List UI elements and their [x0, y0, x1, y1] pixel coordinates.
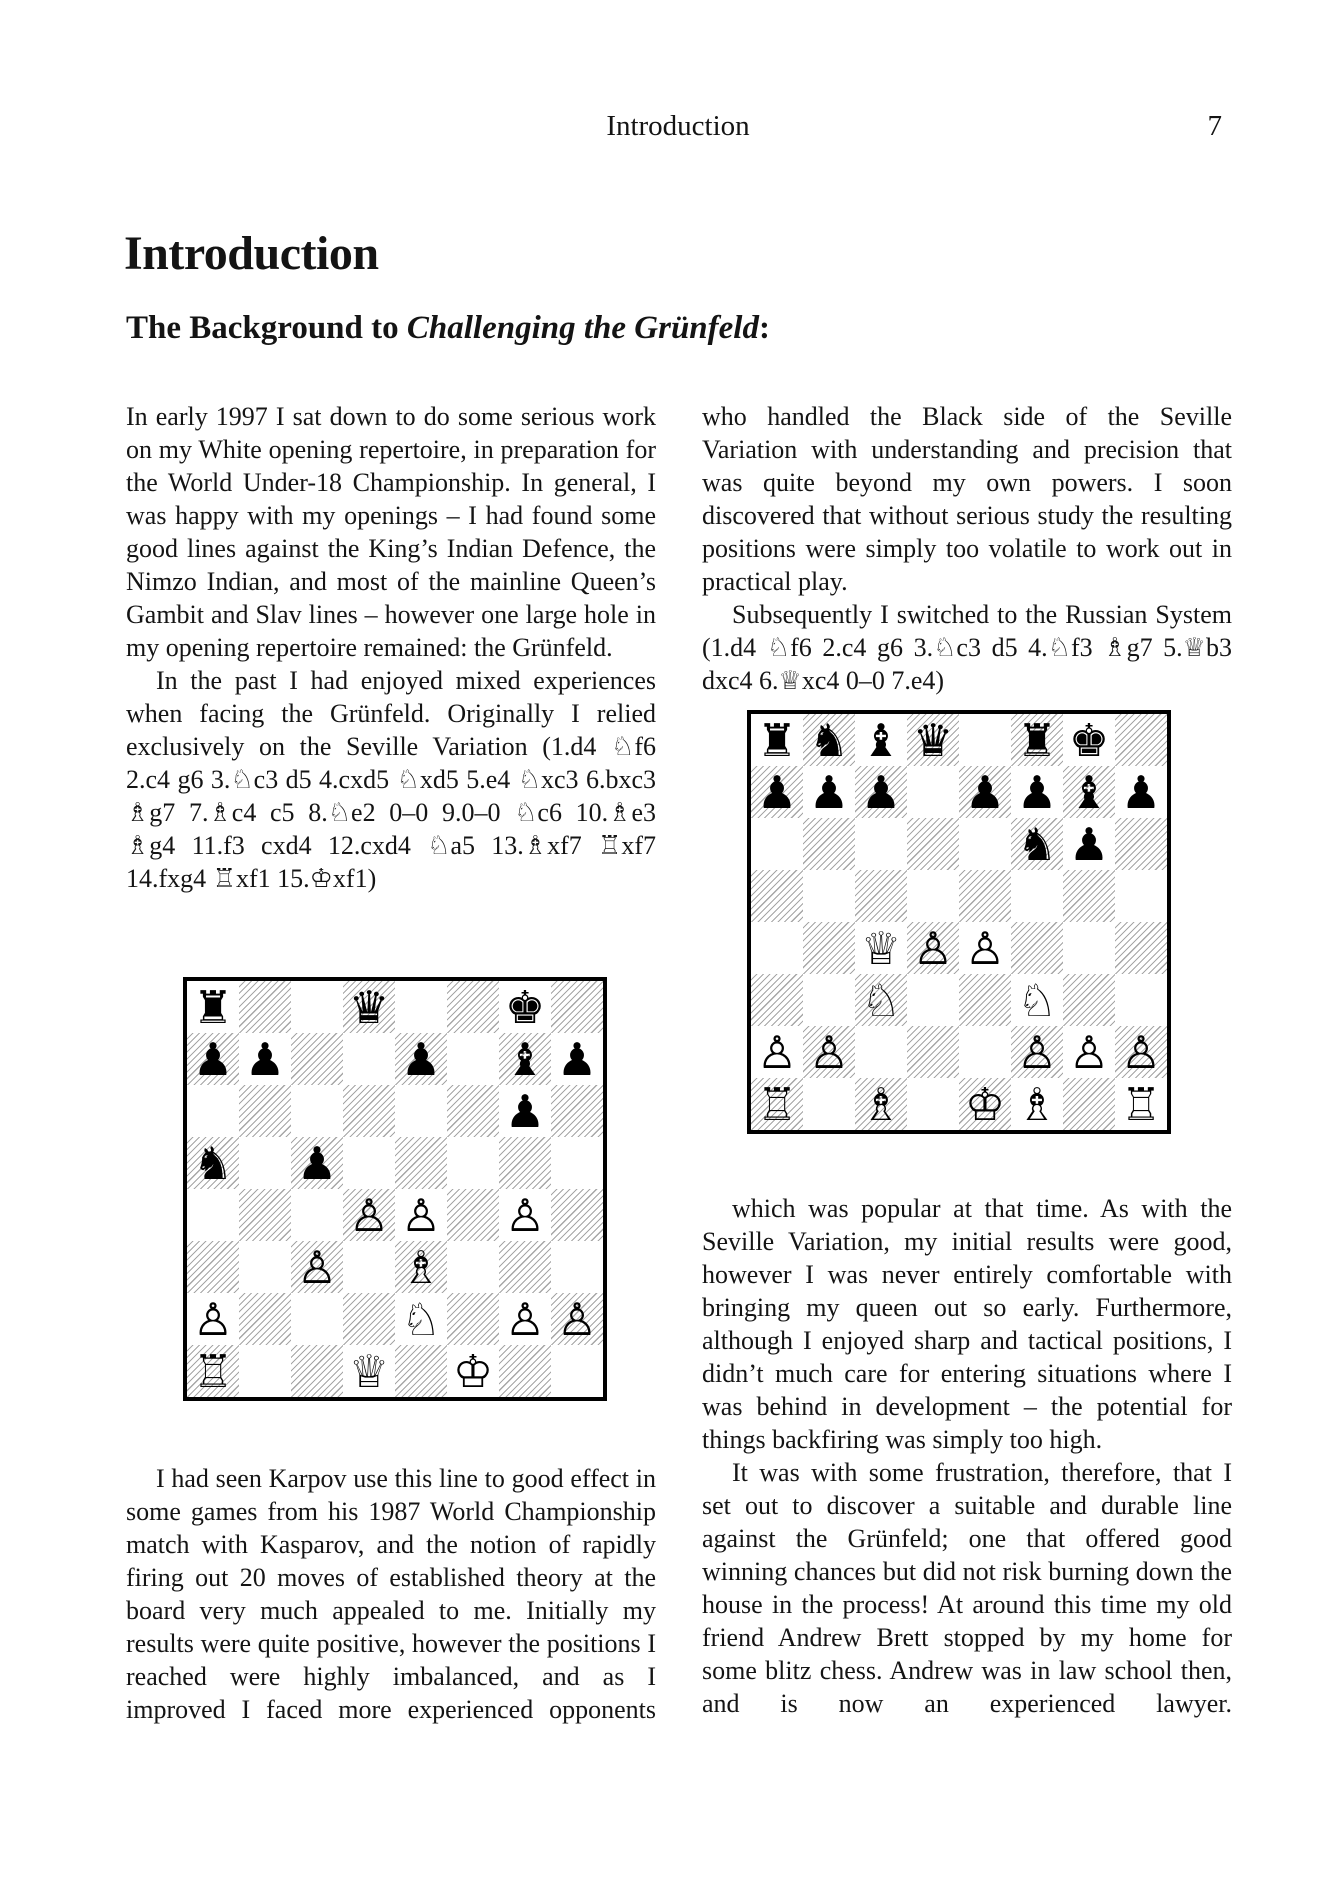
board-square: [447, 981, 499, 1033]
board-square: [907, 922, 959, 974]
board-square: [751, 870, 803, 922]
chess-piece-bN: ♞: [1016, 818, 1058, 870]
board-square: [959, 870, 1011, 922]
board-square: [855, 1026, 907, 1078]
board-square: [343, 1189, 395, 1241]
board-square: [447, 1085, 499, 1137]
chess-piece-bB: ♝: [504, 1033, 546, 1085]
board-square: [803, 766, 855, 818]
chess-piece-bP: ♟: [860, 766, 902, 818]
chess-piece-bR: ♜: [192, 981, 234, 1033]
board-square: [239, 981, 291, 1033]
board-square: [551, 1345, 603, 1397]
chess-piece-wN: ♘: [400, 1293, 442, 1345]
board-square: [395, 1189, 447, 1241]
chess-piece-bP: ♟: [1068, 818, 1110, 870]
board-square: [447, 1189, 499, 1241]
board-square: [751, 1026, 803, 1078]
board-square: [959, 1078, 1011, 1130]
chess-piece-wN: ♘: [1016, 974, 1058, 1026]
board-square: [551, 1137, 603, 1189]
subtitle-prefix: The Background to: [126, 310, 407, 346]
board-square: [1063, 1078, 1115, 1130]
board-square: [959, 766, 1011, 818]
chess-piece-wP: ♙: [504, 1293, 546, 1345]
board-square: [447, 1293, 499, 1345]
board-square: [1115, 870, 1167, 922]
board-square: [447, 1137, 499, 1189]
board-square: [1011, 1026, 1063, 1078]
board-square: [855, 818, 907, 870]
board-square: [395, 1241, 447, 1293]
board-square: [499, 1241, 551, 1293]
board-square: [907, 766, 959, 818]
board-square: [395, 1085, 447, 1137]
board-square: [291, 1293, 343, 1345]
board-square: [551, 1293, 603, 1345]
board-square: [239, 1033, 291, 1085]
board-square: [447, 1241, 499, 1293]
board-square: [395, 1293, 447, 1345]
left-column-top: [126, 400, 656, 895]
chess-piece-wP: ♙: [912, 922, 954, 974]
board-square: [395, 1345, 447, 1397]
board-square: [1063, 818, 1115, 870]
chess-piece-wP: ♙: [348, 1189, 390, 1241]
board-square: [1063, 766, 1115, 818]
chess-piece-bP: ♟: [244, 1033, 286, 1085]
board-square: [187, 1345, 239, 1397]
board-square: [499, 1189, 551, 1241]
right-column-bottom: [702, 1192, 1232, 1720]
board-square: [959, 818, 1011, 870]
running-head: [126, 110, 1230, 150]
board-square: [907, 1078, 959, 1130]
chess-piece-wP: ♙: [504, 1189, 546, 1241]
board-square: [1115, 974, 1167, 1026]
board-square: [343, 1085, 395, 1137]
board-square: [751, 974, 803, 1026]
chess-piece-bR: ♜: [1016, 714, 1058, 766]
board-square: [291, 1085, 343, 1137]
chess-piece-wP: ♙: [756, 1026, 798, 1078]
board-square: [855, 974, 907, 1026]
chess-piece-bN: ♞: [192, 1137, 234, 1189]
chess-piece-wP: ♙: [808, 1026, 850, 1078]
board-square: [499, 1137, 551, 1189]
chess-piece-wR: ♖: [1120, 1078, 1162, 1130]
board-square: [291, 1189, 343, 1241]
board-square: [239, 1189, 291, 1241]
board-square: [343, 1033, 395, 1085]
board-square: [239, 1085, 291, 1137]
board-square: [907, 974, 959, 1026]
chess-piece-wP: ♙: [192, 1293, 234, 1345]
board-square: [751, 766, 803, 818]
board-square: [343, 1137, 395, 1189]
board-square: [803, 922, 855, 974]
paragraph-with-moves: Subsequently I switched to the Russian System (1.d4 ♘f6 2.c4 g6 3.♘c3 d5 4.♘f3 ♗g7 5.♕b3 dxc4 6.♕xc4 0–0 7.e4): [702, 600, 1232, 695]
board-square: [187, 1293, 239, 1345]
chess-piece-bN: ♞: [808, 714, 850, 766]
board-square: [1011, 818, 1063, 870]
board-square: [751, 714, 803, 766]
page-number: 7: [1207, 110, 1222, 142]
board-square: [1011, 974, 1063, 1026]
board-square: [343, 1345, 395, 1397]
chess-piece-wP: ♙: [1120, 1026, 1162, 1078]
board-square: [1011, 870, 1063, 922]
board-square: [187, 1085, 239, 1137]
board-square: [751, 922, 803, 974]
paragraph-with-moves: In the past I had enjoyed mixed experiences when facing the Grünfeld. Originally I relied exclusively on the Seville Variation (1.d4 ♘f6 2.c4 g6 3.♘c3 d5 4.cxd5 ♘xd5 5.e4 ♘xc3 6.bxc3 ♗g7 7.♗c4 c5 8.♘e2 0–0 9.0–0 ♘c6 10.♗e3 ♗g4 11.f3 cxd4 12.cxd4 ♘a5 13.♗xf7 ♖xf7 14.fxg4 ♖xf1 15.♔xf1): [126, 666, 656, 893]
board-square: [907, 818, 959, 870]
board-square: [499, 1293, 551, 1345]
paragraph: who handled the Black side of the Seville Variation with understanding and precision that was quite beyond my own powers. I soon discovered that without serious study the resulting positions were simply too volatile to work out in practical play.: [702, 402, 1232, 596]
board-square: [499, 1033, 551, 1085]
board-square: [959, 1026, 1011, 1078]
board-square: [803, 974, 855, 1026]
chess-piece-wR: ♖: [756, 1078, 798, 1130]
paragraph: In early 1997 I sat down to do some serious work on my White opening repertoire, in preparation for the World Under-18 Championship. In general, I was happy with my openings – I had found some good lines against the King’s Indian Defence, the Nimzo Indian, and most of the mainline Queen’s Gambit and Slav lines – however one large hole in my opening repertoire remained: the Grünfeld.: [126, 402, 656, 662]
board-square: [803, 1078, 855, 1130]
board-square: [1115, 818, 1167, 870]
board-square: [855, 1078, 907, 1130]
board-square: [1063, 922, 1115, 974]
chess-piece-bR: ♜: [756, 714, 798, 766]
board-square: [959, 714, 1011, 766]
board-square: [551, 1033, 603, 1085]
chess-diagram-seville: [183, 977, 607, 1401]
chess-piece-wP: ♙: [964, 922, 1006, 974]
board-square: [907, 1026, 959, 1078]
board-square: [959, 922, 1011, 974]
paragraph: It was with some frustration, therefore, that I set out to discover a suitable and durable line against the Grünfeld; one that offered good winning chances but did not risk burning down the house in the process! At around this time my old friend Andrew Brett stopped by my home for some blitz chess. Andrew was in law school then, and is now an experienced lawyer.: [702, 1458, 1232, 1718]
board-square: [187, 981, 239, 1033]
board-square: [551, 981, 603, 1033]
chess-piece-bQ: ♛: [348, 981, 390, 1033]
board-square: [907, 714, 959, 766]
board-square: [751, 818, 803, 870]
chess-piece-wP: ♙: [400, 1189, 442, 1241]
chess-diagram-russian-system: [747, 710, 1171, 1134]
chess-piece-bP: ♟: [1120, 766, 1162, 818]
board-square: [291, 1241, 343, 1293]
board-square: [803, 870, 855, 922]
board-square: [855, 714, 907, 766]
chess-piece-bP: ♟: [1016, 766, 1058, 818]
subtitle-book-title: Challenging the Grünfeld: [406, 310, 759, 346]
board-square: [1011, 922, 1063, 974]
chess-piece-wB: ♗: [860, 1078, 902, 1130]
chess-piece-bP: ♟: [964, 766, 1006, 818]
board-square: [1011, 1078, 1063, 1130]
chess-piece-wQ: ♕: [860, 922, 902, 974]
board-square: [907, 870, 959, 922]
board-square: [239, 1137, 291, 1189]
board-square: [855, 870, 907, 922]
board-square: [1063, 870, 1115, 922]
chess-piece-bQ: ♛: [912, 714, 954, 766]
board-square: [1011, 766, 1063, 818]
board-square: [395, 1033, 447, 1085]
board-square: [291, 1137, 343, 1189]
board-square: [499, 1085, 551, 1137]
chess-piece-wR: ♖: [192, 1345, 234, 1397]
board-square: [395, 981, 447, 1033]
board-square: [343, 981, 395, 1033]
board-square: [187, 1033, 239, 1085]
board-square: [343, 1293, 395, 1345]
board-square: [291, 1033, 343, 1085]
paragraph: which was popular at that time. As with the Seville Variation, my initial results were good, however I was never entirely comfortable with bringing my queen out so early. Furthermore, although I enjoyed sharp and tactical positions, I didn’t much care for entering situations where I was behind in development – the potential for things backfiring was simply too high.: [702, 1194, 1232, 1454]
chess-piece-bP: ♟: [504, 1085, 546, 1137]
chess-piece-wB: ♗: [1016, 1078, 1058, 1130]
board-square: [447, 1033, 499, 1085]
chess-piece-bP: ♟: [192, 1033, 234, 1085]
board-square: [1115, 766, 1167, 818]
board-square: [1115, 1078, 1167, 1130]
board-square: [803, 714, 855, 766]
chess-piece-wP: ♙: [1068, 1026, 1110, 1078]
board-square: [803, 818, 855, 870]
board-square: [395, 1137, 447, 1189]
chess-piece-bP: ♟: [808, 766, 850, 818]
chess-piece-wP: ♙: [296, 1241, 338, 1293]
chess-piece-wP: ♙: [556, 1293, 598, 1345]
board-square: [187, 1189, 239, 1241]
chess-piece-bK: ♚: [1068, 714, 1110, 766]
board-square: [343, 1241, 395, 1293]
chess-piece-bP: ♟: [556, 1033, 598, 1085]
paragraph: I had seen Karpov use this line to good effect in some games from his 1987 World Championship match with Kasparov, and the notion of rapidly firing out 20 moves of established theory at the board very much appealed to me. Initially my results were quite positive, however the positions I reached were highly imbalanced, and as I improved I faced more experienced opponents: [126, 1464, 656, 1724]
board-square: [291, 981, 343, 1033]
section-subtitle: [126, 310, 770, 347]
board-square: [1011, 714, 1063, 766]
board-square: [187, 1137, 239, 1189]
board-square: [1063, 974, 1115, 1026]
chess-piece-wK: ♔: [964, 1078, 1006, 1130]
board-square: [1115, 922, 1167, 974]
left-column-bottom: [126, 1462, 656, 1726]
running-head-title: Introduction: [606, 110, 750, 142]
board-square: [1063, 714, 1115, 766]
board-square: [239, 1293, 291, 1345]
board-square: [239, 1345, 291, 1397]
board-square: [551, 1241, 603, 1293]
board-square: [803, 1026, 855, 1078]
chess-piece-bP: ♟: [296, 1137, 338, 1189]
chess-piece-bP: ♟: [756, 766, 798, 818]
board-square: [551, 1085, 603, 1137]
board-square: [855, 766, 907, 818]
board-square: [1115, 1026, 1167, 1078]
board-square: [447, 1345, 499, 1397]
board-square: [959, 974, 1011, 1026]
board-square: [291, 1345, 343, 1397]
chess-piece-wP: ♙: [1016, 1026, 1058, 1078]
board-square: [1115, 714, 1167, 766]
chess-piece-wB: ♗: [400, 1241, 442, 1293]
chess-piece-wQ: ♕: [348, 1345, 390, 1397]
board-square: [499, 981, 551, 1033]
chess-piece-wK: ♔: [452, 1345, 494, 1397]
chess-piece-bB: ♝: [860, 714, 902, 766]
board-square: [551, 1189, 603, 1241]
board-square: [751, 1078, 803, 1130]
right-column-top: [702, 400, 1232, 697]
board-square: [499, 1345, 551, 1397]
board-square: [239, 1241, 291, 1293]
board-square: [855, 922, 907, 974]
chess-piece-wN: ♘: [860, 974, 902, 1026]
subtitle-colon: :: [758, 310, 770, 346]
chess-piece-bB: ♝: [1068, 766, 1110, 818]
board-square: [1063, 1026, 1115, 1078]
chapter-title: Introduction: [124, 227, 379, 280]
board-square: [187, 1241, 239, 1293]
chess-piece-bK: ♚: [504, 981, 546, 1033]
chess-piece-bP: ♟: [400, 1033, 442, 1085]
